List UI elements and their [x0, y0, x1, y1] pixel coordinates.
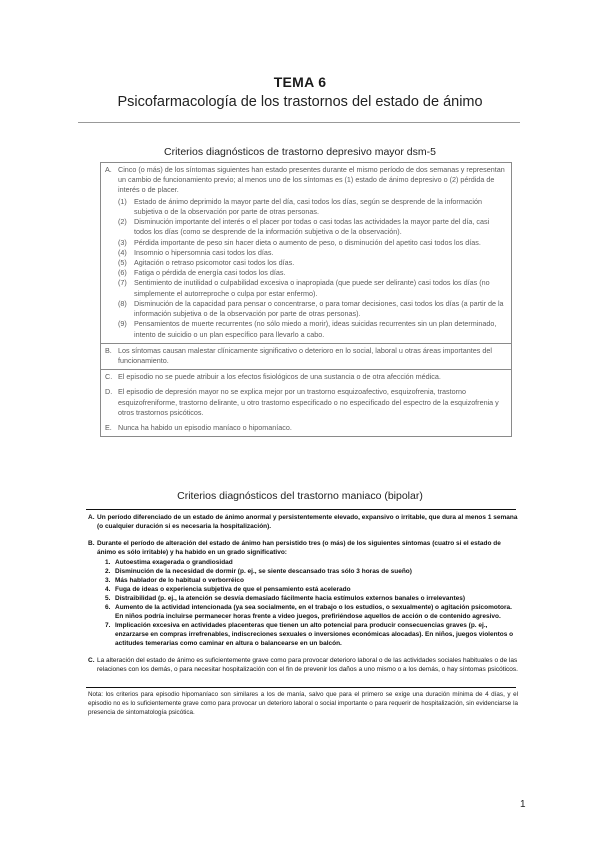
criterion-e-row: [101, 421, 511, 436]
manic-symptom-item: [105, 559, 518, 568]
criterion-text: La alteración del estado de ánimo es suficientemente grave como para provocar deterioro laboral o de las actividades sociales habituales o de las relaciones con los demás, o para necesitar hospitalización con el fin de prevenir los daños a uno mismo o a los demás, o hay síntomas psicóticos.: [97, 656, 518, 673]
symptom-item: [118, 268, 505, 278]
criterion-text: Durante el período de alteración del estado de ánimo han persistido tres (o más) de los siguientes síntomas (cuatro si el estado de ánimo es sólo irritable) y ha habido en un grado significativo:: [97, 539, 501, 556]
criterion-text: Nunca ha habido un episodio maníaco o hipomaníaco.: [118, 423, 292, 433]
manic-symptom-item: [105, 595, 518, 604]
symptom-number: (4): [118, 247, 127, 257]
manic-criterion-c: [88, 657, 518, 675]
symptom-item: [118, 217, 505, 237]
manic-criterion-a: [88, 514, 518, 532]
depression-section-heading: Criterios diagnósticos de trastorno depresivo mayor dsm-5: [164, 146, 436, 158]
manic-symptom-item: [105, 604, 518, 622]
symptom-text: Disminución de la necesidad de dormir (p. ej., se siente descansado tras sólo 3 horas de sueño): [115, 567, 412, 575]
symptom-item: [118, 248, 505, 258]
manic-symptom-item: [105, 586, 518, 595]
criterion-letter: C.: [105, 372, 113, 382]
symptom-item: [118, 319, 505, 339]
manic-criterion-b: [88, 540, 518, 649]
header-divider: [78, 122, 520, 123]
symptom-item: [118, 238, 505, 248]
criterion-c-row: [101, 369, 511, 385]
symptom-text: Más hablador de lo habitual o verborréico: [115, 576, 244, 584]
symptom-text: Disminución importante del interés o el placer por todas o casi todas las actividades la mayor parte del día, casi todos los días (como se desprende de la información subjetiva o de la observación).: [134, 217, 490, 237]
criterion-letter: D.: [105, 387, 113, 397]
manic-symptom-item: [105, 577, 518, 586]
symptom-text: Aumento de la actividad intencionada (ya sea socialmente, en el trabajo o los estudios, o sexualmente) o agitación psicomotora. En niños podría incluirse permanecer horas frente a video juegos, prefiriéndose aquellos de acción o de contenido agresivo.: [115, 603, 512, 620]
manic-criteria: [88, 514, 518, 675]
page-header: [0, 74, 600, 110]
criterion-text: Los síntomas causan malestar clínicamente significativo o deterioro en lo social, laboral u otras áreas importantes del funcionamiento.: [118, 345, 492, 365]
symptom-text: Autoestima exagerada o grandiosidad: [115, 558, 233, 566]
criterion-a-row: [101, 163, 511, 343]
manic-symptom-list: [105, 559, 518, 649]
symptom-list: [118, 197, 505, 340]
page-subtitle: Psicofarmacología de los trastornos del estado de ánimo: [117, 94, 483, 110]
symptom-text: Pensamientos de muerte recurrentes (no sólo miedo a morir), ideas suicidas recurrentes sin un plan determinado, intento de suicidio o un plan específico para llevarlo a cabo.: [134, 319, 497, 339]
symptom-number: 2.: [105, 567, 111, 575]
symptom-text: Pérdida importante de peso sin hacer dieta o aumento de peso, o disminución del apetito casi todos los días.: [134, 237, 481, 247]
symptom-item: [118, 299, 505, 319]
criterion-text: El episodio no se puede atribuir a los efectos fisiológicos de una sustancia o de otra afección médica.: [118, 372, 441, 382]
criterion-b-row: [101, 343, 511, 369]
criterion-letter: B.: [105, 345, 112, 355]
manic-symptom-item: [105, 622, 518, 649]
criterion-letter: E.: [105, 423, 112, 433]
symptom-text: Distraibilidad (p. ej., la atención se desvía demasiado fácilmente hacia estímulos externos banales o irrelevantes): [115, 594, 466, 602]
criterion-letter: C.: [88, 656, 95, 664]
manic-section-heading: Criterios diagnósticos del trastorno maniaco (bipolar): [177, 490, 423, 502]
criterion-text: Cinco (o más) de los síntomas siguientes han estado presentes durante el mismo período de dos semanas y representan un cambio de funcionamiento previo; al menos uno de los síntomas es (1) estado de ánimo depresivo o (2) pérdida de interés o de placer.: [118, 165, 505, 195]
symptom-number: (7): [118, 278, 127, 288]
symptom-number: (8): [118, 298, 127, 308]
symptom-item: [118, 197, 505, 217]
symptom-text: Disminución de la capacidad para pensar o concentrarse, o para tomar decisiones, casi todos los días (a partir de la información subjetiva o de la observación por parte de otras personas).: [134, 298, 504, 319]
symptom-text: Estado de ánimo deprimido la mayor parte del día, casi todos los días, según se desprende de la información subjetiva o de la observación por parte de otras personas.: [134, 196, 482, 216]
symptom-number: (9): [118, 319, 127, 329]
symptom-text: Fuga de ideas o experiencia subjetiva de que el pensamiento está acelerado: [115, 585, 351, 593]
symptom-text: Fatiga o pérdida de energía casi todos los días.: [134, 268, 286, 278]
symptom-number: 4.: [105, 585, 111, 593]
manic-section-divider: [86, 509, 516, 510]
criterion-d-row: [101, 385, 511, 421]
symptom-item: [118, 278, 505, 298]
page-title: TEMA 6: [273, 74, 327, 90]
depression-criteria-box: [100, 162, 512, 437]
criterion-text: El episodio de depresión mayor no se explica mejor por un trastorno esquizoafectivo, esquizofrenia, trastorno esquizofreniforme, trastorno delirante, u otro trastorno especificado o no especificado del espectro de la esquizofrenia y otros trastornos psicóticos.: [118, 387, 499, 417]
hypomania-note: Nota: los criterios para episodio hipomaníaco son similares a los de manía, salvo que para el primero se exige una duración mínima de 4 días, y el episodio no es lo suficientemente grave como para provocar un deterioro laboral o social importante o para requerir de hospitalización, sin evidenciarse la presencia de sintomatología psicótica.: [88, 691, 518, 717]
symptom-number: 5.: [105, 594, 111, 602]
symptom-text: Sentimiento de inutilidad o culpabilidad excesiva o inapropiada (que puede ser delirante) casi todos los días (no simplemente el autorreproche o culpa por estar enfermo).: [134, 278, 490, 298]
symptom-text: Insomnio o hipersomnia casi todos los días.: [134, 247, 274, 257]
symptom-text: Implicación excesiva en actividades placenteras que tienen un alto potencial para producir consecuencias graves (p. ej., enzarzarse en compras irrefrenables, indiscreciones sexuales o inversiones económicas alocadas). En niños, juegos violentos o actitudes temerarias como caminar en altura o balancearse en un balcón.: [115, 621, 514, 647]
symptom-number: (3): [118, 237, 127, 247]
criterion-letter: A.: [88, 514, 95, 521]
symptom-number: 7.: [105, 621, 111, 629]
criterion-letter: B.: [88, 539, 95, 547]
manic-symptom-item: [105, 568, 518, 577]
symptom-number: (6): [118, 268, 127, 278]
symptom-item: [118, 258, 505, 268]
page-number: 1: [520, 799, 526, 810]
symptom-number: 1.: [105, 558, 111, 566]
symptom-number: (5): [118, 257, 127, 267]
symptom-number: (1): [118, 196, 127, 206]
criterion-text: Un período diferenciado de un estado de ánimo anormal y persistentemente elevado, expansivo o irritable, que dura al menos 1 semana (o cualquier duración si es necesaria la hospitalización).: [97, 514, 518, 530]
symptom-number: (2): [118, 217, 127, 227]
criterion-letter: A.: [105, 165, 112, 174]
note-divider: [86, 687, 516, 688]
symptom-text: Agitación o retraso psicomotor casi todos los días.: [134, 257, 295, 267]
symptom-number: 3.: [105, 576, 111, 584]
symptom-number: 6.: [105, 603, 111, 611]
